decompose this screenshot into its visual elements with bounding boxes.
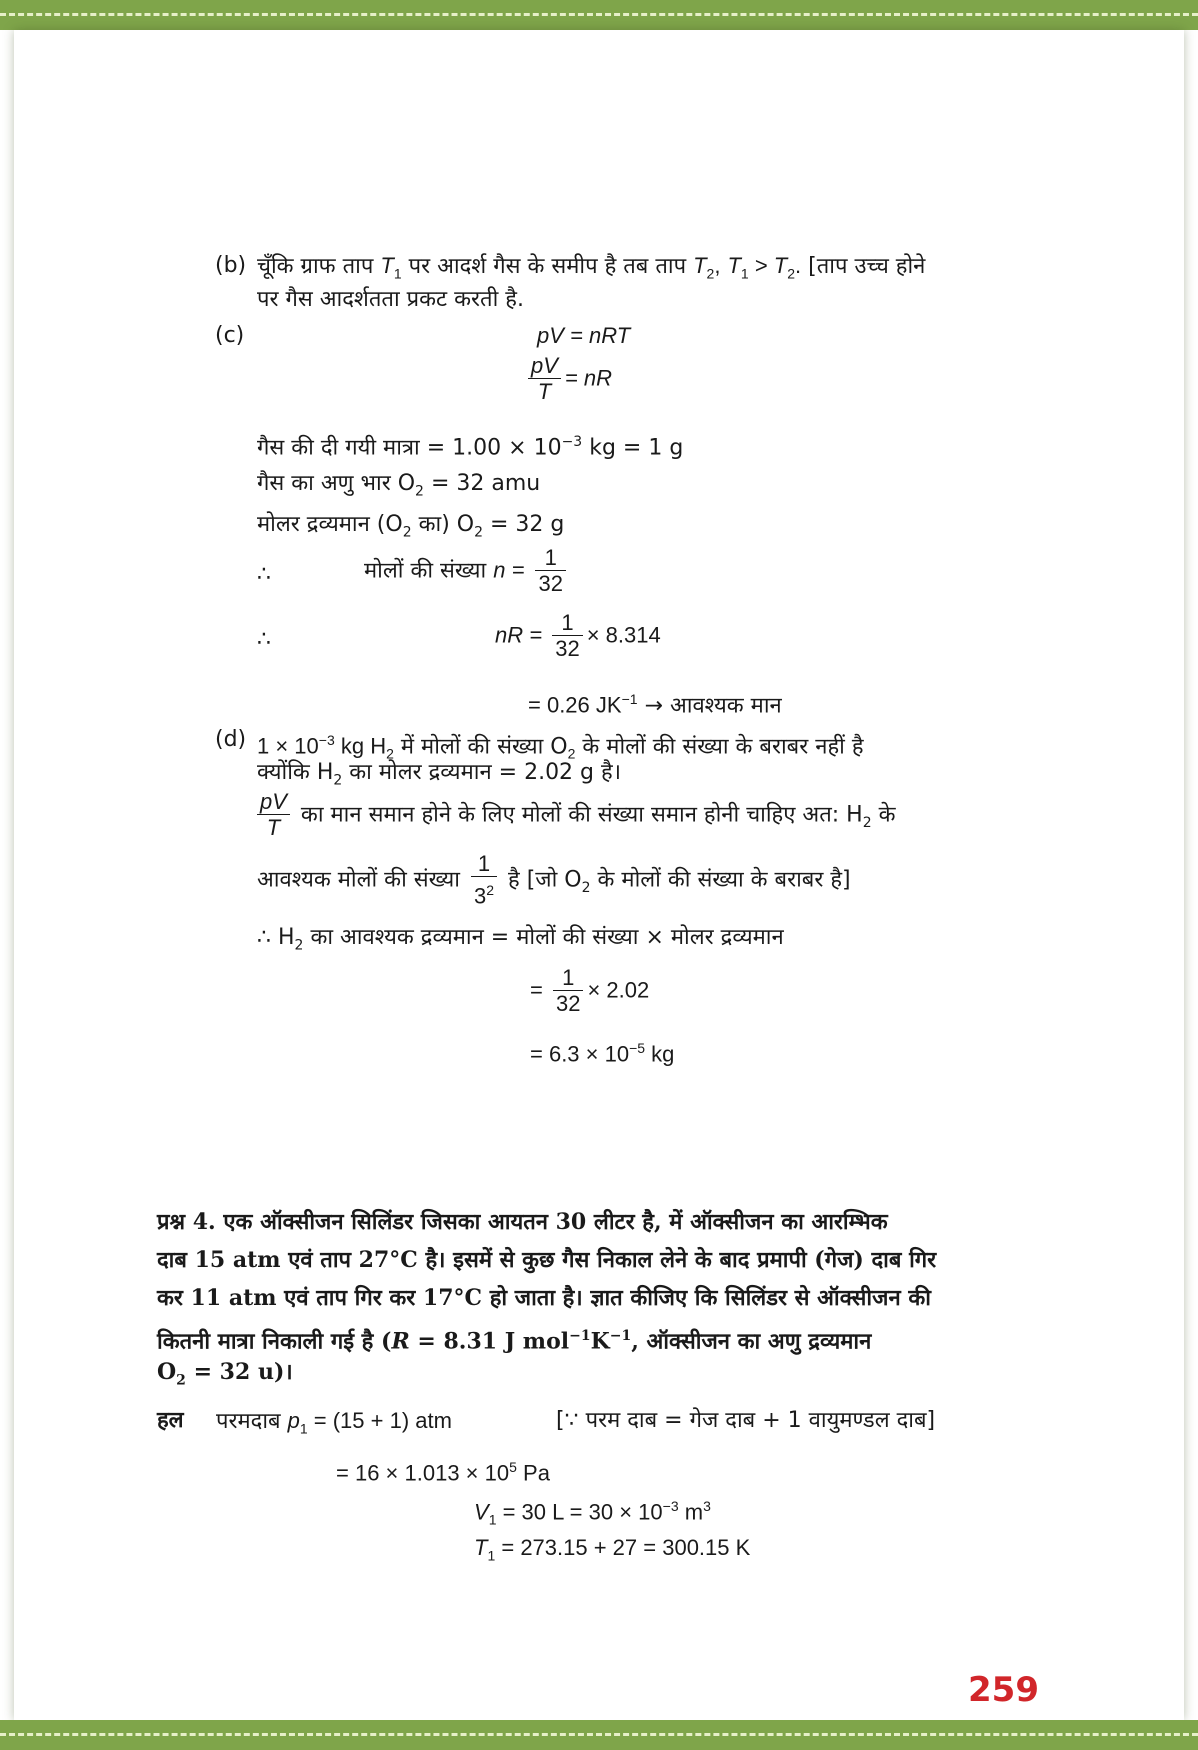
question-4-line-4: कितनी मात्रा निकाली गई है (R = 8.31 J $mol^{-1}K^{-1}$, ऑक्सीजन का अणु द्रव्यमान <box>157 1328 872 1355</box>
question-4-line-5: $O_2 = 32$ u)। <box>157 1359 293 1389</box>
part-b-label: (b) <box>215 253 247 278</box>
part-d-label: (d) <box>215 727 247 752</box>
gas-given-amount: गैस की दी गयी मात्रा = $1.00 \times 10^{-3}$ kg = 1 g <box>257 434 684 461</box>
part-d-line-5: ∴ $H_2$ का आवश्यक द्रव्यमान = मोलों की संख्या × मोलर द्रव्यमान <box>257 925 784 954</box>
part-d-line-2: क्योंकि $H_2$ का मोलर द्रव्यमान = 2.02 g है। <box>257 760 622 789</box>
solution-line-1: परमदाब $p_1 = (15 + 1)$ atm <box>216 1408 452 1437</box>
part-d-line-4: आवश्यक मोलों की संख्या $\frac{1}{3^2}$ है [जो $O_2$ के मोलों की संख्या के बराबर है] <box>257 851 851 909</box>
mole-count-equation: मोलों की संख्या n = $\frac{1}{32}$ <box>364 546 570 597</box>
solution-title: हल <box>157 1407 184 1433</box>
part-b-line-1: चूँकि ग्राफ ताप $T_1$ पर आदर्श गैस के समीप है तब ताप $T_2$, $T_1 > T_2$. [ताप उच्च होने <box>257 253 926 282</box>
part-c-label: (c) <box>215 323 245 348</box>
pv-over-t-equation: $\frac{pV}{T}$ = nR <box>524 354 612 405</box>
part-d-line-3: $\frac{pV}{T}$ का मान समान होने के लिए मोलों की संख्या समान होनी चाहिए अत: $H_2$ के <box>253 790 896 841</box>
nR-equation: nR = $\frac{1}{32}$ × 8.314 <box>495 610 661 661</box>
solution-line-2: = $16 \times 1.013 \times 10^5$ Pa <box>336 1459 550 1486</box>
h2-mass-result: = $6.3 \times 10^{-5}$ kg <box>530 1040 675 1067</box>
solution-note: [∵ परम दाब = गेज दाब + 1 वायुमण्डल दाब] <box>556 1408 936 1433</box>
therefore-symbol-1: ∴ <box>257 562 271 587</box>
molecular-weight-line: गैस का अणु भार $O_2 = 32$ amu <box>257 471 541 500</box>
bottom-border-band <box>0 1720 1198 1750</box>
solution-volume: $V_1 = 30$ $L = 30 \times 10^{-3}$ $m^3$ <box>474 1498 711 1528</box>
part-d-line-1: $1 \times 10^{-3}$ kg $H_2$ में मोलों की संख्या $O_2$ के मोलों की संख्या के बराबर नहीं है <box>257 732 864 762</box>
part-b-line-2: पर गैस आदर्शतता प्रकट करती है. <box>257 287 524 312</box>
molar-mass-line: मोलर द्रव्यमान ($O_2$ का) $O_2 = 32$ g <box>257 512 565 541</box>
question-4-line-2: दाब 15 atm एवं ताप 27°C है। इसमें से कुछ गैस निकाल लेने के बाद प्रमापी (गेज) दाब गिर <box>157 1247 937 1273</box>
question-4-title: प्रश्न 4. <box>157 1209 216 1235</box>
nR-result: = 0.26 $JK^{-1}$ → आवश्यक मान <box>528 691 782 719</box>
therefore-symbol-2: ∴ <box>257 627 271 652</box>
h2-mass-calculation: = $\frac{1}{32}$ × 2.02 <box>530 965 650 1016</box>
page-number: 259 <box>968 1670 1039 1710</box>
top-border-band <box>0 0 1198 30</box>
ideal-gas-equation: pV = nRT <box>537 323 631 348</box>
question-4-line-3: कर 11 atm एवं ताप गिर कर 17°C हो जाता है। ज्ञात कीजिए कि सिलिंडर से ऑक्सीजन की <box>157 1285 931 1311</box>
solution-temperature: $T_1 = 273.15 + 27 = 300.15$ K <box>474 1535 751 1564</box>
question-4-line-1: प्रश्न 4. एक ऑक्सीजन सिलिंडर जिसका आयतन 30 लीटर है, में ऑक्सीजन का आरम्भिक <box>157 1209 888 1235</box>
